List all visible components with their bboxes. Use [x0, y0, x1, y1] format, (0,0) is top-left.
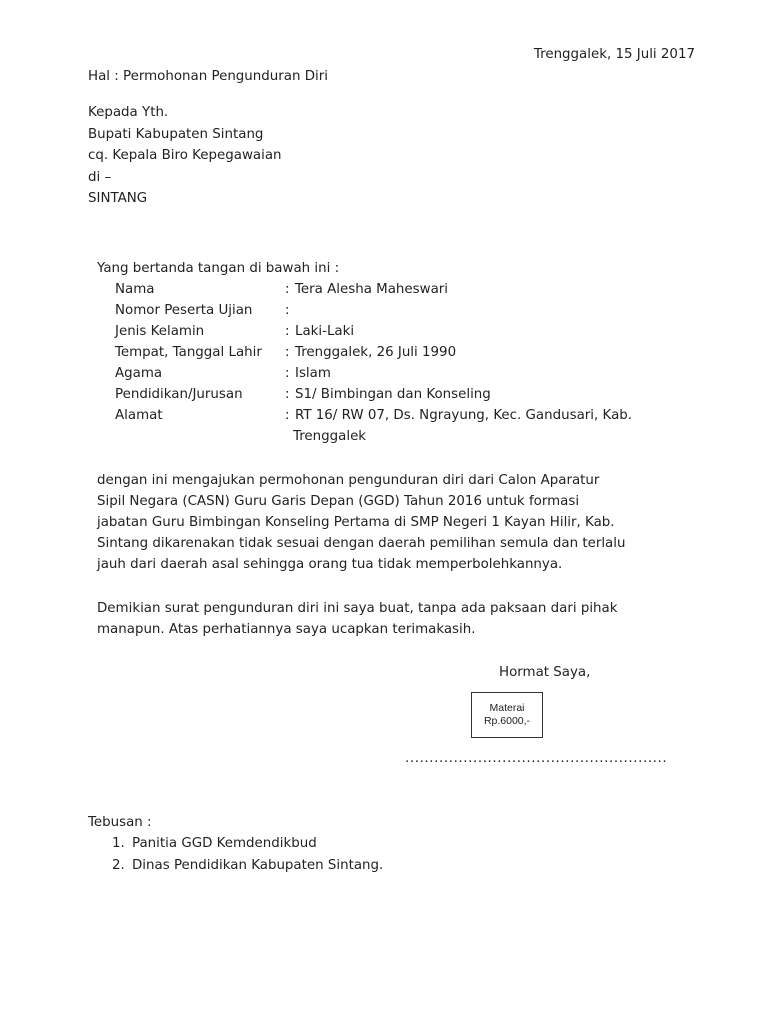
field-value-continued: Trenggalek: [293, 429, 367, 444]
list-number: 1.: [112, 836, 125, 851]
field-value: Tera Alesha Maheswari: [295, 282, 448, 297]
list-text: Panitia GGD Kemdendikbud: [132, 836, 317, 851]
field-row-alamat-cont: [115, 426, 632, 447]
recipient-line: di –: [88, 169, 112, 185]
recipient-line: Kepada Yth.: [88, 105, 169, 120]
field-value: Islam: [295, 366, 331, 381]
paragraph-line: Sipil Negara (CASN) Guru Garis Depan (GGD) Tahun 2016 untuk formasi: [97, 494, 580, 509]
signature-line: ......................................................: [405, 751, 668, 766]
cc-title: Tebusan :: [88, 815, 152, 830]
field-label: Nama: [115, 282, 155, 297]
field-value: RT 16/ RW 07, Ds. Ngrayung, Kec. Gandusari, Kab.: [295, 408, 633, 423]
field-label: Agama: [115, 366, 163, 381]
field-label: Pendidikan/Jurusan: [115, 387, 243, 402]
paragraph-line: jauh dari daerah asal sehingga orang tua tidak memperbolehkannya.: [97, 557, 563, 572]
stamp-amount: Rp.6000,-: [483, 715, 531, 727]
list-number: 2.: [112, 857, 125, 873]
body-paragraph-2: [97, 598, 717, 640]
recipient-line: cq. Kepala Biro Kepegawaian: [88, 148, 282, 163]
closing-salutation: Hormat Saya,: [499, 665, 591, 680]
field-value: Trenggalek, 26 Juli 1990: [295, 345, 457, 360]
identity-fields: [115, 279, 632, 447]
cc-list: [112, 833, 383, 876]
list-item: [112, 855, 383, 877]
paragraph-line: Sintang dikarenakan tidak sesuai dengan daerah pemilihan semula dan terlalu: [97, 536, 626, 551]
field-row-agama: [115, 363, 632, 384]
paragraph-line: dengan ini mengajukan permohonan pengunduran diri dari Calon Aparatur: [97, 473, 600, 488]
field-row-nomor-peserta: [115, 300, 632, 321]
stamp-box: [471, 692, 543, 738]
field-label: Nomor Peserta Ujian: [115, 303, 253, 318]
field-colon: :: [285, 303, 290, 318]
intro-text: Yang bertanda tangan di bawah ini :: [97, 261, 340, 276]
field-colon: :: [285, 408, 290, 423]
list-item: [112, 833, 383, 855]
stamp-label: Materai: [489, 702, 525, 714]
field-value: Laki-Laki: [295, 324, 355, 339]
letter-subject: Hal : Permohonan Pengunduran Diri: [88, 69, 328, 84]
letter-date: Trenggalek, 15 Juli 2017: [533, 47, 695, 62]
field-row-alamat: [115, 405, 632, 426]
field-colon: :: [285, 366, 290, 381]
field-colon: :: [285, 282, 290, 297]
recipient-block: [88, 102, 282, 210]
field-row-jenis-kelamin: [115, 321, 632, 342]
recipient-line: SINTANG: [88, 191, 148, 206]
list-text: Dinas Pendidikan Kabupaten Sintang.: [132, 857, 384, 873]
field-row-ttl: [115, 342, 632, 363]
paragraph-line: Demikian surat pengunduran diri ini saya buat, tanpa ada paksaan dari pihak: [97, 601, 618, 616]
field-label: Alamat: [115, 408, 163, 423]
field-label: Tempat, Tanggal Lahir: [115, 345, 262, 360]
field-value: S1/ Bimbingan dan Konseling: [295, 387, 491, 402]
body-paragraph-1: [97, 470, 717, 575]
field-row-pendidikan: [115, 384, 632, 405]
paragraph-line: jabatan Guru Bimbingan Konseling Pertama di SMP Negeri 1 Kayan Hilir, Kab.: [97, 515, 615, 530]
field-colon: :: [285, 345, 290, 360]
field-label: Jenis Kelamin: [115, 324, 205, 339]
field-row-nama: [115, 279, 632, 300]
field-colon: :: [285, 324, 290, 339]
recipient-line: Bupati Kabupaten Sintang: [88, 126, 264, 142]
paragraph-line: manapun. Atas perhatiannya saya ucapkan terimakasih.: [97, 622, 476, 637]
field-colon: :: [285, 387, 290, 402]
